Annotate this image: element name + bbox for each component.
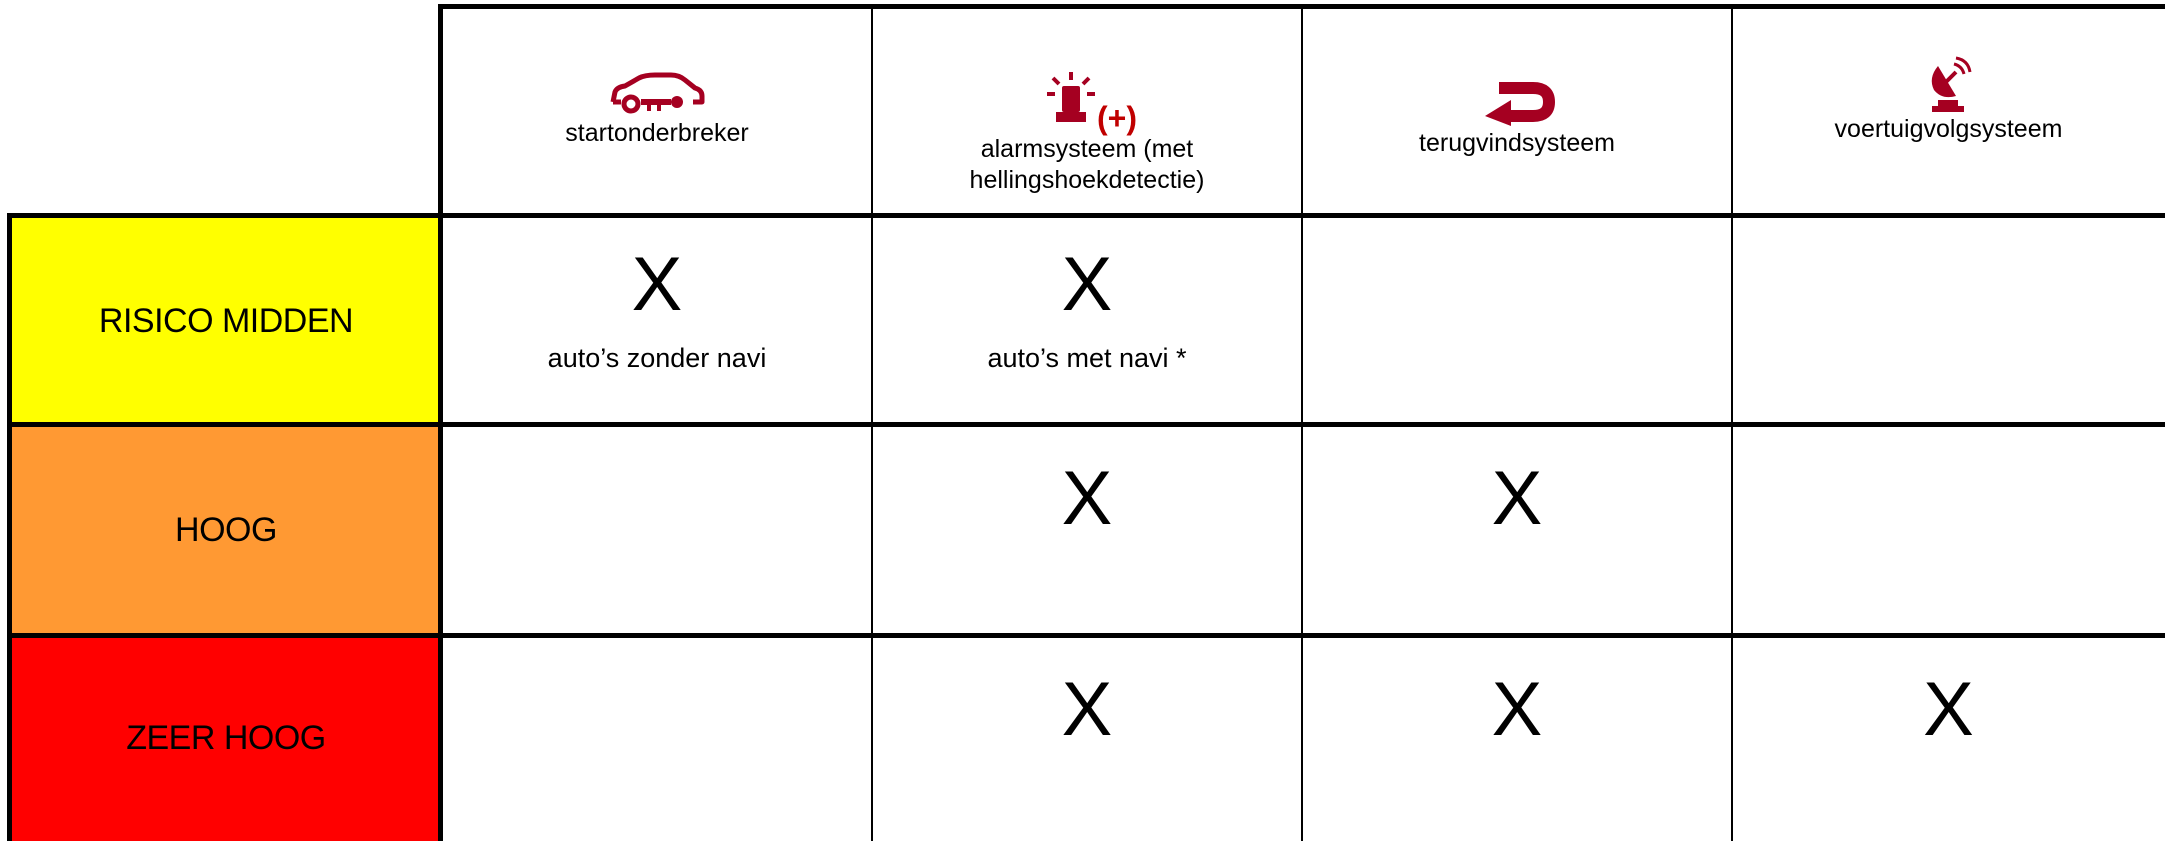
check-mark: X: [1061, 667, 1113, 752]
check-mark: X: [631, 242, 683, 327]
plus-badge: (+): [1097, 100, 1137, 136]
column-separator: [1731, 8, 1733, 841]
matrix-cell: [1732, 636, 2165, 841]
siren-icon: [1041, 68, 1101, 128]
column-label: alarmsysteem (met hellingshoekdetectie): [969, 135, 1205, 194]
column-header-startonderbreker: [442, 8, 872, 217]
matrix-cell: [1302, 636, 1732, 841]
column-label: startonderbreker: [565, 119, 749, 147]
cell-note: auto’s met navi *: [987, 343, 1187, 373]
matrix-cell: [1302, 425, 1732, 636]
row-separator: [7, 422, 2165, 427]
matrix-cell: [442, 217, 872, 425]
matrix-cell: [1732, 425, 2165, 636]
car-key-icon: [607, 72, 707, 116]
matrix-cell: [442, 636, 872, 841]
matrix-cell: [872, 636, 1302, 841]
risk-level-midden: [10, 217, 442, 425]
satellite-dish-icon: [1924, 56, 1974, 116]
matrix-cell: [872, 217, 1302, 425]
risk-level-label: HOOG: [175, 511, 277, 549]
column-label: voertuigvolgsysteem: [1834, 115, 2063, 143]
risk-level-hoog: [10, 425, 442, 636]
matrix-cell: [872, 425, 1302, 636]
column-separator: [1301, 8, 1303, 841]
column-header-voertuigvolgsysteem: [1732, 8, 2165, 217]
matrix-cell: [1732, 217, 2165, 425]
border-left-rows: [7, 213, 12, 841]
risk-level-zeer-hoog: [10, 636, 442, 841]
matrix-cell: [442, 425, 872, 636]
column-header-terugvindsysteem: [1302, 8, 1732, 217]
check-mark: X: [1491, 456, 1543, 541]
check-mark: X: [1061, 456, 1113, 541]
row-separator: [7, 213, 2165, 218]
column-separator: [871, 8, 873, 841]
risk-level-label: ZEER HOOG: [126, 719, 326, 757]
risk-level-label: RISICO MIDDEN: [98, 301, 354, 340]
return-arrow-icon: [1477, 80, 1557, 126]
matrix-cell: [1302, 217, 1732, 425]
check-mark: X: [1061, 242, 1113, 327]
row-separator: [7, 633, 2165, 638]
column-header-alarmsysteem: [872, 8, 1302, 217]
check-mark: X: [1491, 667, 1543, 752]
siren-icon-group: [1027, 68, 1147, 134]
check-mark: X: [1923, 667, 1974, 752]
column-label: terugvindsysteem: [1419, 129, 1615, 157]
cell-note: auto’s zonder navi: [547, 343, 767, 373]
